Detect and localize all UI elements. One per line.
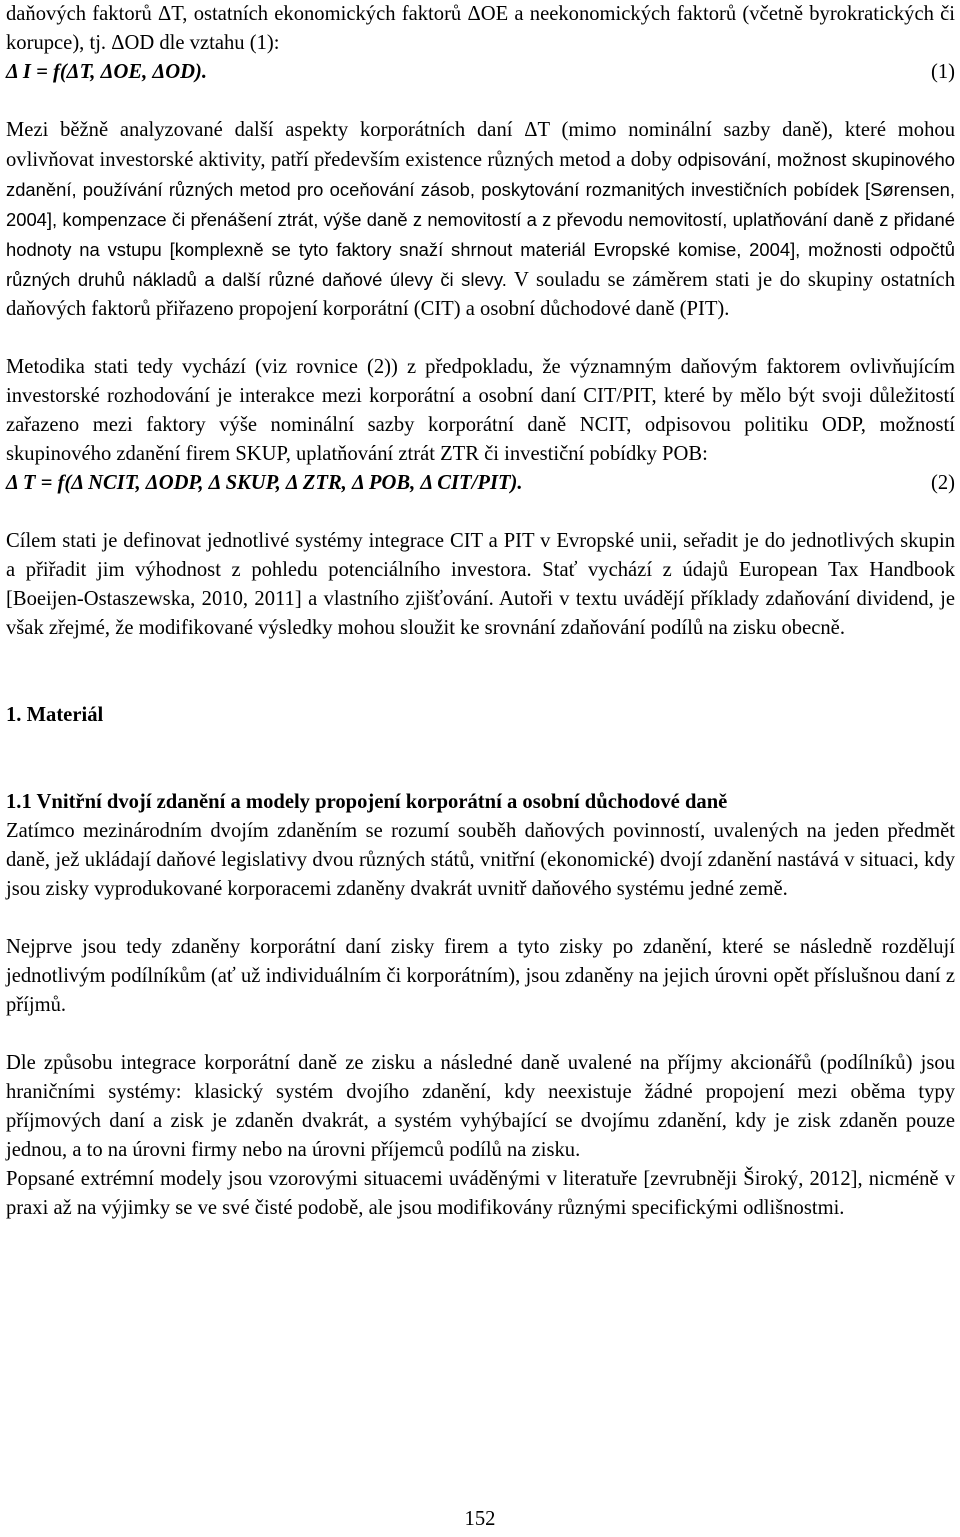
equation-2 bbox=[6, 469, 955, 498]
subsection-heading: 1.1 Vnitřní dvojí zdanění a modely propojení korporátní a osobní důchodové daně bbox=[6, 791, 728, 813]
equation-1-number: (1) bbox=[930, 61, 955, 83]
paragraph-intro: daňových faktorů ΔT, ostatních ekonomických faktorů ΔOE a neekonomických faktorů (včetně byrokratických či korupce), tj. ΔOD dle vztahu (1): bbox=[6, 3, 955, 54]
paragraph-first-taxed: Nejprve jsou tedy zdaněny korporátní daní zisky firem a tyto zisky po zdanění, které se následně rozdělují jednotlivým podílníkům (ať už individuálním či korporátním), jsou zdaněny na jejich úrovni opět příslušnou daní z příjmů. bbox=[6, 936, 955, 1016]
paragraph-tax-aspects-part2: odpisování, možnost skupinového zdanění, používání různých metod pro oceňování zásob, poskytování rozmanitých investičních pobídek [Sørensen, 2004], kompenzace či přenášení ztrát, výše daně z nemovitostí a z převodu nemovitostí, uplatňování daně z přidané hodnoty na vstupu [komplexně se tyto faktory snaží shrnout materiál Evropské komise, 2004], možnosti odpočtů různých druhů nákladů a další různé daňové úlevy či slevy. bbox=[6, 149, 955, 290]
paragraph-objective: Cílem stati je definovat jednotlivé systémy integrace CIT a PIT v Evropské unii, seřadit je do jednotlivých skupin a přiřadit jim výhodnost z pohledu potenciálního investora. Stať vychází z údajů European Tax Handbook [Boeijen-Ostaszewska, 2010, 2011] a vlastního zjišťování. Autoři v textu uvádějí příklady zdaňování dividend, je však zřejmé, že modifikované výsledky mohou sloužit ke srovnání zdaňování podílů na zisku obecně. bbox=[6, 530, 955, 639]
paragraph-extreme-models: Popsané extrémní modely jsou vzorovými situacemi uváděnými v literatuře [zevrubněji Široký, 2012], nicméně v praxi až na výjimky se ve své čisté podobě, ale jsou modifikovány různými specifickými odlišnostmi. bbox=[6, 1168, 955, 1219]
equation-2-number: (2) bbox=[930, 472, 955, 494]
equation-1-formula: Δ I = f(ΔT, ΔOE, ΔOD). bbox=[6, 61, 208, 83]
equation-2-formula: Δ T = f(Δ NCIT, ΔODP, Δ SKUP, Δ ZTR, Δ POB, Δ CIT/PIT). bbox=[6, 472, 523, 494]
page-number: 152 bbox=[464, 1508, 496, 1530]
paragraph-tax-aspects-part1: Mezi běžně analyzované další aspekty korporátních daní ΔT (mimo nominální sazby daně), které mohou ovlivňovat investorské aktivity, patří především existence různých metod a doby bbox=[6, 119, 955, 171]
paragraph-tax-aspects-part3: V souladu se záměrem stati je do skupiny ostatních daňových faktorů přiřazeno propojení korporátní (CIT) a osobní důchodové daně (PIT). bbox=[6, 269, 955, 320]
equation-1 bbox=[6, 58, 955, 87]
paragraph-methodology: Metodika stati tedy vychází (viz rovnice (2)) z předpokladu, že významným daňovým faktorem ovlivňujícím investorské rozhodování je interakce mezi korporátní a osobní daní CIT/PIT, které by mělo být svoji důležitostí zařazeno mezi faktory výše nominální sazby korporátní daně NCIT, odpisovou politiku ODP, možností skupinového zdanění firem SKUP, uplatňování ztrát ZTR či investiční pobídky POB: bbox=[6, 356, 955, 465]
paragraph-integration-systems: Dle způsobu integrace korporátní daně ze zisku a následné daně uvalené na příjmy akcionářů (podílníků) jsou hraničními systémy: klasický systém dvojího zdanění, kdy neexistuje žádné propojení mezi oběma typy příjmových daní a zisk je zdaněn dvakrát, a systém vyhýbající se dvojímu zdanění, kdy je zisk zdaněn pouze jednou, a to na úrovni firmy nebo na úrovni příjemců podílů na zisku. bbox=[6, 1052, 955, 1161]
section-heading: 1. Materiál bbox=[6, 704, 104, 726]
paragraph-tax-aspects bbox=[6, 116, 955, 324]
paragraph-double-taxation: Zatímco mezinárodním dvojím zdaněním se rozumí souběh daňových povinností, uvalených na jeden předmět daně, jež ukládají daňové legislativy dvou různých států, vnitřní (ekonomické) dvojí zdanění nastává v situaci, kdy jsou zisky vyprodukované korporacemi zdaněny dvakrát uvnitř daňového systému jedné země. bbox=[6, 820, 955, 900]
document-page bbox=[6, 0, 955, 1223]
